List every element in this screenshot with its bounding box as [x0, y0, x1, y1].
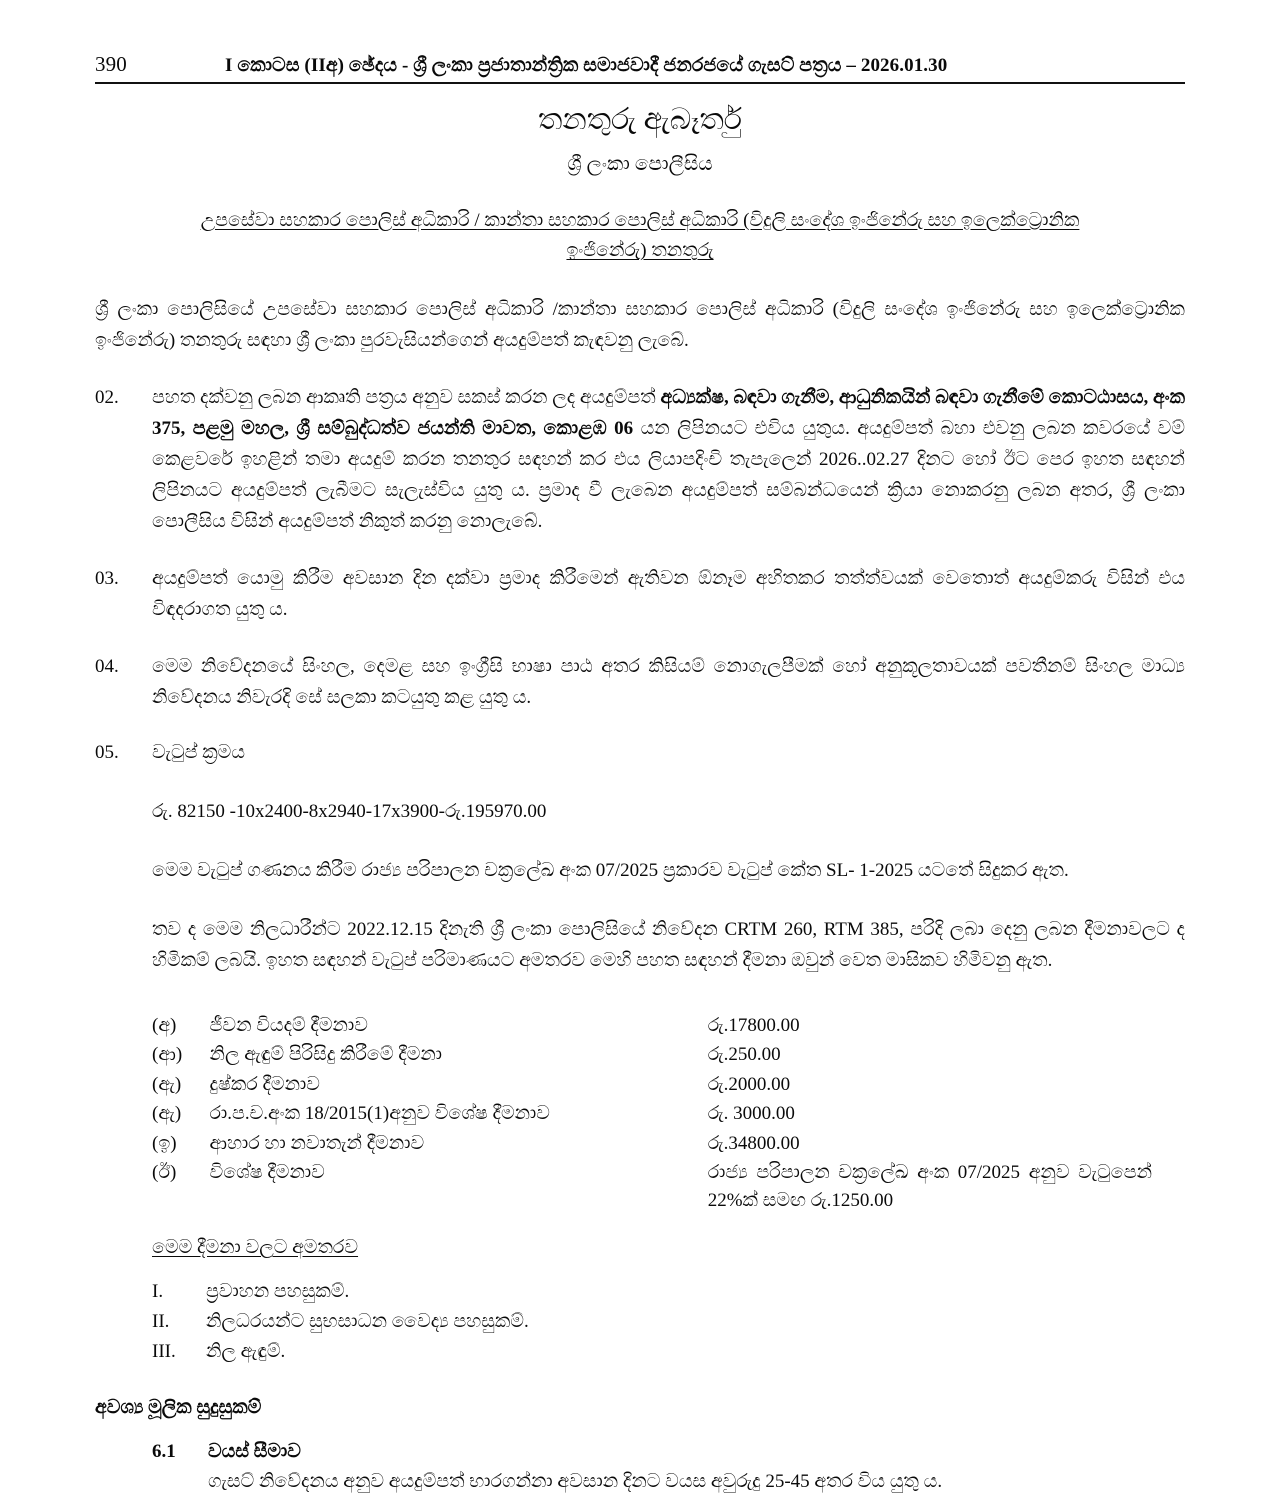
allowance-description: රා.ප.ච.අංක 18/2015(1)අනුව විශේෂ දීමනාව: [209, 1103, 550, 1125]
allowance-value: රාජ්‍ය පරිපාලන චක්‍රලේඛ අංක 07/2025 අනුව වැටුපෙන් 22%ක් සමඟ රු.1250.00: [707, 1162, 1152, 1211]
allowance-key: (ඇ): [152, 1103, 182, 1125]
allowance-description: විශේෂ දීමනාව: [209, 1162, 325, 1184]
extras-list: [152, 1277, 1185, 1367]
allowance-key: (ආ): [152, 1044, 183, 1066]
list-item-label: නිල ඇඳුම්.: [206, 1341, 286, 1363]
allowance-value: රු.34800.00: [707, 1132, 800, 1154]
running-head: [95, 52, 1185, 77]
intro-paragraph: ශ්‍රී ලංකා පොලිසියේ උපසේවා සහකාර පොලිස් අධිකාරි /කාන්තා සහකාර පොලිස් අධිකාරි (විදුලි සංදේශ ඉංජිනේරු සහ ඉලෙක්ට්‍රොනික ඉංජිනේරු) තනතුරු සඳහා ශ්‍රී ලංකා පුරවැසියන්ගෙන් අයදුම්පත් කැඳවනු ලැබේ.: [95, 299, 1185, 351]
table-row: [152, 1070, 1152, 1100]
table-row: [152, 1099, 1152, 1129]
qualification-item-age: [152, 1441, 1185, 1497]
clause-02-address: අධ්‍යක්ෂ, බඳවා ගැනීම, ආධුනිකයින් බඳවා ගැනීමේ කොටඨාසය, අංක 375, පළමු මහල, ශ්‍රී සම්බුද්ධත්ව ජයන්ති මාවත, කොළඹ 06: [152, 386, 1185, 439]
allowance-key: (අ): [152, 1014, 177, 1036]
page-title: තනතුරු ඇබෑර්තු: [538, 103, 742, 136]
page-content: [95, 52, 1185, 1498]
allowance-key: (ඊ): [152, 1162, 177, 1184]
post-title-line-1: උපසේවා සහකාර පොලිස් අධිකාරි / කාන්තා සහකාර පොලිස් අධිකාරි (විදුලි සංදේශ ඉංජිනේරු සහ ඉලෙක්ට්‍රොනික: [200, 209, 1080, 231]
allowance-value: රු. 3000.00: [707, 1103, 795, 1125]
salary-heading: වැටුප් ක්‍රමය: [152, 741, 245, 763]
salary-scale: රු. 82150 -10x2400-8x2940-17x3900-රු.195970.00: [152, 800, 547, 822]
list-item-number: I.: [152, 1281, 164, 1303]
clause-02: [95, 383, 1185, 538]
clause-03-text: අයදුම්පත් යොමු කිරීම අවසාන දින දක්වා ප්‍රමාද කිරීමෙන් ඇතිවන ඕනෑම අහිතකර තත්ත්වයක් වෙතොත් අයදුම්කරු විසින් එය විඳදරාගත යුතු ය.: [152, 567, 1185, 620]
qualification-item-head: [152, 1441, 1185, 1463]
list-item-number: III.: [152, 1341, 176, 1363]
extras-section: [95, 1215, 1185, 1367]
allowance-key: (ඇ): [152, 1073, 182, 1095]
clause-03-number: 03.: [95, 567, 119, 589]
allowance-description: ජීවන වියදම් දීමනාව: [209, 1014, 368, 1036]
list-item: [152, 1337, 1185, 1367]
allowance-value: රු.17800.00: [707, 1014, 800, 1036]
clause-04-number: 04.: [95, 655, 119, 677]
salary-note-allowances: තව ද මෙම නිලධාරීන්ට 2022.12.15 දිනැති ශ්‍රී ලංකා පොලිසියේ නිවේදන CRTM 260, RTM 385, පරිදි ලබා දෙනු ලබන දීමනාවලට ද හිමිකම් ලබයි. ඉහත සඳහන් වැටුප් පරිමාණයට අමතරව මෙහි පහත සඳහන් දීමනා ඔවුන් වෙත මාසිකව හිමිවනු ඇත.: [152, 918, 1185, 971]
allowance-value: රු.250.00: [707, 1044, 781, 1066]
post-title: [95, 206, 1185, 268]
clause-04-text: මෙම නිවේදනයේ සිංහල, දෙමළ සහ ඉංග්‍රීසි භාෂා පාඨ අතර කිසියම් නොගැලපීමක් හෝ අනුකූලතාවයක් පවතීනම් සිංහල මාධ්‍ය නිවේදනය නිවැරදි සේ සලකා කටයුතු කළ යුතු ය.: [152, 655, 1185, 708]
page-number: 390: [95, 52, 127, 76]
allowance-description: නිල ඇඳුම් පිරිසිදු කිරීමේ දීමනා: [209, 1044, 443, 1066]
clause-02-number: 02.: [95, 386, 119, 408]
table-row: [152, 1129, 1152, 1159]
clause-05-number: 05.: [95, 741, 119, 763]
table-row: [152, 1158, 1152, 1215]
qualification-item-title: වයස් සීමාව: [208, 1441, 301, 1463]
list-item-label: ප්‍රවාහන පහසුකම්.: [206, 1281, 350, 1303]
post-title-line-2: ඉංජිනේරු) තනතුරු: [566, 240, 714, 262]
allowance-description: දුෂ්කර දීමනාව: [209, 1073, 320, 1095]
list-item-number: II.: [152, 1311, 170, 1333]
clause-02-part-1: පහත දක්වනු ලබන ආකෘති පත්‍රය අනුව සකස් කරන ලද අයදුම්පත්: [152, 386, 661, 408]
salary-details: [152, 797, 1185, 977]
salary-note-circular: මෙම වැටුප් ගණනය කිරීම රාජ්‍ය පරිපාලන චක්‍රලේඛ අංක 07/2025 ප්‍රකාරව වැටුප් කේත SL- 1-2025 යටතේ සිදුකර ඇත.: [152, 859, 1069, 881]
clause-03: [95, 564, 1185, 626]
table-row: [152, 1040, 1152, 1070]
clause-02-part-3: යන ලිපිනයට එවිය යුතුය. අයදුම්පත් බහා එවනු ලබන කවරයේ වම් කෙළවරේ ඉහළින් තමා අයදුම් කරන තනතුර සඳහන් කර එය ලියාපදිංචි තැපැලෙන් 2026..02.27 දිනට හෝ ඊට පෙර ඉහත සඳහන් ලිපිනයට අයදුම්පත් ලැබීමට සැලැස්විය යුතු ය. ප්‍රමාද වී ලැබෙන අයදුම්පත් සම්බන්ධයෙන් ක්‍රියා නොකරනු ලබන අතර, ශ්‍රී ලංකා පොලීසිය විසින් අයදුම්පත් නිකුත් කරනු නොලැබේ.: [152, 417, 1185, 532]
list-item-label: නිලධරයන්ට සුභසාධන වෛද්‍ය පහසුකම්.: [206, 1311, 529, 1333]
qualification-item-number: 6.1: [152, 1441, 176, 1463]
allowance-key: (ඉ): [152, 1132, 177, 1154]
allowance-value: රු.2000.00: [707, 1073, 791, 1095]
table-row: [152, 1011, 1152, 1041]
clause-05: [95, 738, 1185, 769]
organization-name: ශ්‍රී ලංකා පොලීසිය: [567, 152, 713, 175]
running-head-text: I කොටස (IIඅ) ඡේදය - ශ්‍රී ලංකා ප්‍රජාතාන්ත්‍රික සමාජවාදී ජනරජයේ ගැසට් පත්‍රය – 2026.01.30: [225, 55, 948, 76]
list-item: [152, 1307, 1185, 1337]
header-divider: [95, 82, 1185, 84]
allowance-description: ආහාර හා නවාතැන් දීමනාව: [209, 1132, 425, 1154]
list-item: [152, 1277, 1185, 1307]
clause-04: [95, 652, 1185, 714]
allowances-table: [152, 1011, 1152, 1216]
qualifications-heading: අවශ්‍ය මූලික සුදුසුකම්: [95, 1397, 262, 1419]
qualification-item-text: ගැසට් නිවේදනය අනුව අයදුම්පත් භාරගන්නා අවසාන දිනට වයස අවුරුදු 25-45 අතර විය යුතු ය.: [208, 1471, 943, 1493]
extras-heading: මෙම දීමනා වලට අමතරව: [152, 1237, 359, 1259]
clause-02-text: [152, 383, 1185, 538]
